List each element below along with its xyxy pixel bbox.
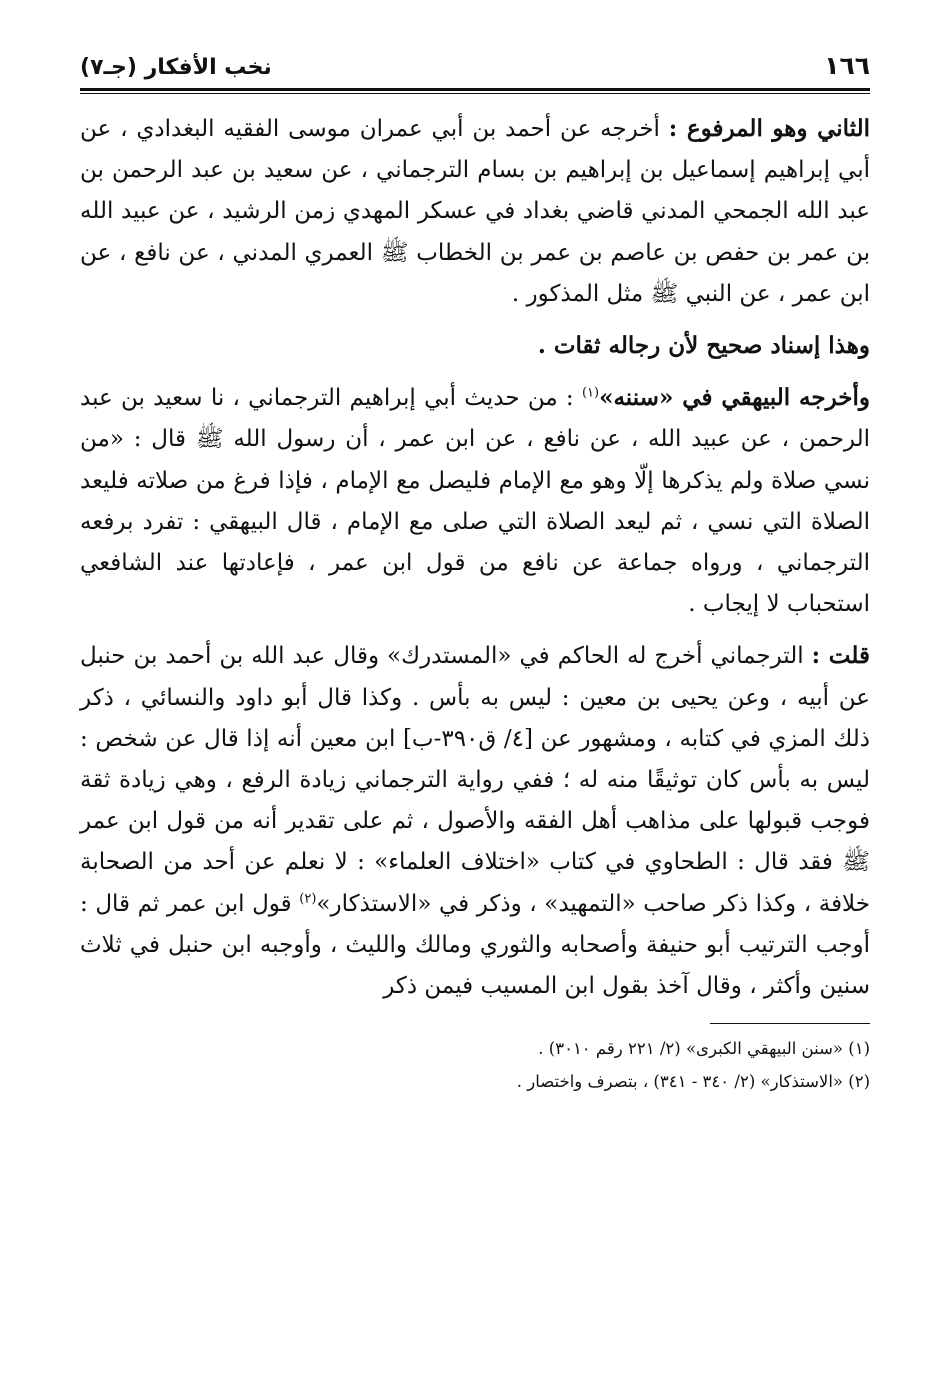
paragraph-lead: وأخرجه البيهقي في «سننه» <box>599 384 871 412</box>
header-rule-thin <box>80 93 870 94</box>
footnote-ref-2[interactable]: (٢) <box>299 891 317 906</box>
footnote-ref-1[interactable]: (١) <box>581 385 600 401</box>
running-title: نخب الأفكار (جـ٧) <box>80 55 272 80</box>
footnote-separator <box>710 1023 870 1024</box>
paragraph-bayhaqi <box>80 377 870 625</box>
paragraph-text-tail: قول ابن عمر ثم قال : أوجب الترتيب أبو حنيفة وأصحابه والثوري ومالك والليث ، وأوجبه ابن حنبل في ثلاث سنين وأكثر ، وقال آخذ بقول ابن المسيب فيمن ذكر <box>80 890 870 1000</box>
footnote-1: (١) «سنن البيهقي الكبرى» (٢/ ٢٢١ رقم ٣٠١٠) . <box>538 1039 870 1059</box>
header-rule-thick <box>80 88 870 91</box>
paragraph-lead: وهذا إسناد صحيح لأن رجاله ثقات . <box>537 332 870 360</box>
page-number: ١٦٦ <box>824 51 870 80</box>
footnote-2: (٢) «الاستذكار» (٢/ ٣٤٠ - ٣٤١) ، بتصرف واختصار . <box>516 1072 870 1092</box>
paragraph-text: الترجماني أخرج له الحاكم في «المستدرك» وقال عبد الله بن أحمد بن حنبل عن أبيه ، وعن يحيى بن معين : ليس به بأس . وكذا قال أبو داود والنسائي ، ذكر ذلك المزي في كتابه ، ومشهور عن [٤/ ق٣٩٠-ب] ابن معين أنه إذا قال عن شخص : ليس به بأس كان توثيقًا منه له ؛ ففي رواية الترجماني زيادة الرفع ، وهي زيادة ثقة فوجب قبولها على مذاهب أهل الفقه والأصول ، ثم على تقدير أنه من قول ابن عمر ﷺ فقد قال : الطحاوي في كتاب «اختلاف العلماء» : لا نعلم عن أحد من الصحابة خلافة ، وكذا ذكر صاحب «التمهيد» ، وذكر في «الاستذكار» <box>80 643 871 917</box>
main-text <box>80 108 870 1007</box>
page-header <box>80 44 870 80</box>
book-page <box>80 44 870 1098</box>
paragraph-qultu <box>80 635 870 1007</box>
footnotes <box>80 1032 870 1098</box>
paragraph-isnad-sahih <box>80 325 870 367</box>
paragraph-lead: قلت : <box>811 642 870 670</box>
paragraph-lead: الثاني وهو المرفوع : <box>668 115 870 142</box>
paragraph-text: : من حديث أبي إبراهيم الترجماني ، نا سعيد بن عبد الرحمن ، عن عبيد الله ، عن نافع ، عن ابن عمر ، أن رسول الله ﷺ قال : «من نسي صلاة ولم يذكرها إلّا وهو مع الإمام فليصل مع الإمام ، فإذا فرغ من صلاته فليعد الصلاة التي نسي ، ثم ليعد الصلاة التي صلى مع الإمام ، قال البيهقي : تفرد برفعه الترجماني ، ورواه جماعة عن نافع من قول ابن عمر ، فإعادتها عند الشافعي استحباب لا إيجاب . <box>80 385 870 618</box>
paragraph-text: أخرجه عن أحمد بن أبي عمران موسى الفقيه البغدادي ، عن أبي إبراهيم إسماعيل بن إبراهيم بن بسام الترجماني ، عن سعيد بن عبد الرحمن بن عبد الله الجمحي المدني قاضي بغداد في عسكر المهدي زمن الرشيد ، عن عبيد الله بن عمر بن حفص بن عاصم بن عمر بن الخطاب ﷺ العمري المدني ، عن نافع ، عن ابن عمر ، عن النبي ﷺ مثل المذكور . <box>80 116 870 307</box>
paragraph-marfu <box>80 108 870 315</box>
